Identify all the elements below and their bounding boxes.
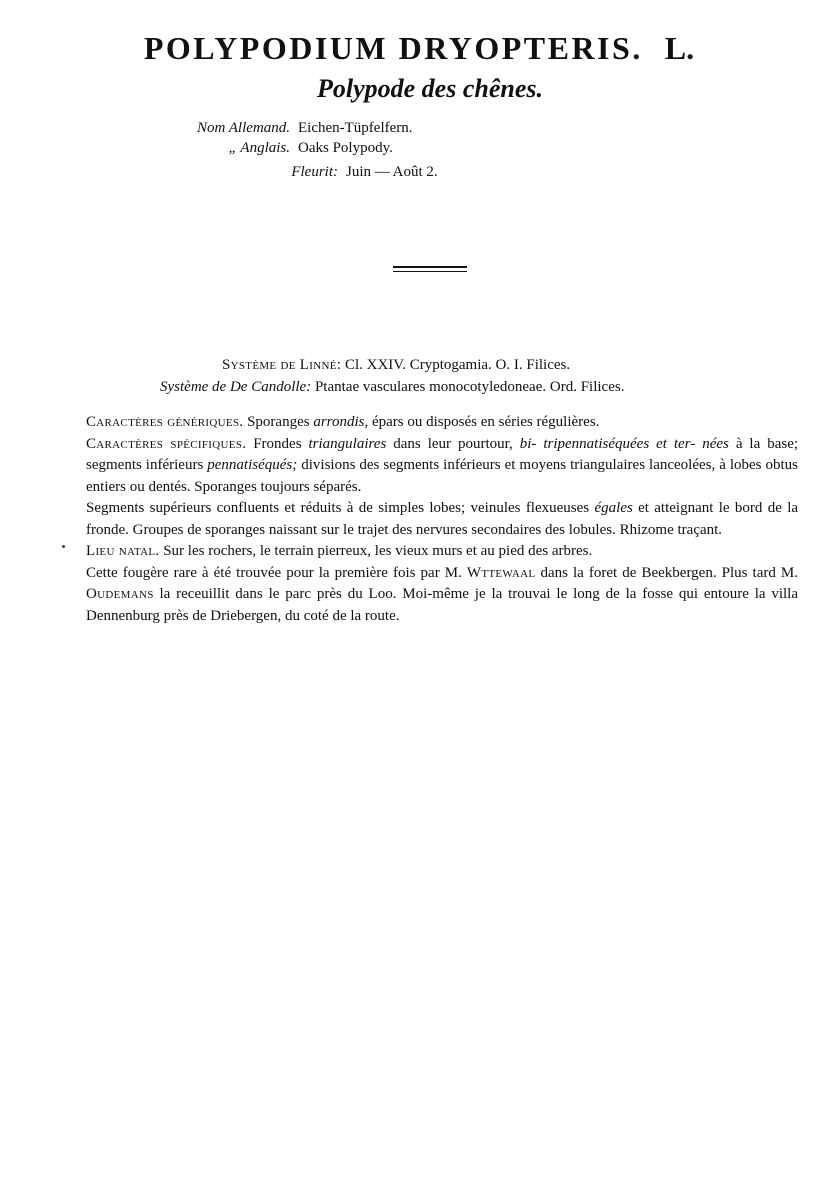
candolle-value: Ptantae vasculares monocotyledoneae. Ord. Filices. (314, 379, 625, 395)
habitat-continuation (86, 563, 798, 628)
habitat-text: dans la foret de Beekbergen. Plus tard M. (540, 564, 799, 581)
english-label: „ Anglais. (228, 140, 290, 156)
page-title (0, 30, 838, 67)
habitat-text: Cette fougère rare à été trouvée pour la première fois par M. (86, 564, 462, 581)
common-name: Polypode des chênes. (316, 74, 543, 103)
specific-text-italic: triangulaires (308, 435, 387, 452)
person-name: Oudemans (86, 586, 154, 602)
ink-speck (62, 545, 65, 548)
specific-text: divisions des segments inférieurs et moyens triangulaires lanceolées, à lobes obtus entiers ou dentés. Sporanges toujours séparés. (86, 457, 798, 495)
habitat-text: Sur les rochers, le terrain pierreux, les vieux murs et au pied des arbres. (163, 543, 593, 559)
specific-text: Frondes (253, 435, 302, 452)
specific-text: Segments supérieurs confluents et réduits à de simples lobes; veinules flexueuses (86, 500, 590, 516)
specific-label: Caractères spécifiques. (86, 435, 247, 452)
divider-rule (393, 266, 467, 272)
generic-text-italic: arrondis, (313, 414, 369, 430)
specific-text: dans leur pourtour, (393, 435, 513, 452)
english-value: Oaks Polypody. (298, 140, 393, 156)
habitat (86, 541, 798, 563)
flowering-value: Juin — Août 2. (346, 164, 438, 180)
person-name: Wttewaal (466, 564, 536, 581)
candolle-label: Système de De Candolle: (160, 379, 312, 395)
linne-label: Système de Linné: (222, 357, 342, 373)
plate-number: L. (664, 30, 695, 66)
specific-text: à la base; segments inférieurs (86, 435, 799, 473)
habitat-text: la receuillit dans le parc près du Loo. Moi-même je la trouvai le long de la fosse qui entoure la villa Dennenburg près de Driebergen, du coté de la route. (86, 586, 799, 624)
specific-text-italic: bi- tripennatiséquées et ter- nées (519, 435, 729, 452)
specific-continuation (86, 498, 798, 541)
linne-value: Cl. XXIV. Cryptogamia. O. I. Filices. (344, 357, 571, 373)
generic-text: Sporanges (247, 414, 310, 430)
specific-text-italic: pennatiséqués; (207, 457, 298, 473)
flowering-row (226, 164, 438, 181)
generic-label: Caractères génériques. (86, 414, 244, 430)
flowering-label: Fleurit: (291, 164, 338, 180)
linne-system (222, 357, 570, 374)
habitat-label: Lieu natal. (86, 543, 160, 559)
german-name-row (178, 120, 413, 137)
specific-text: et atteignant le bord de la fronde. Groupes de sporanges naissant sur le trajet des nervures secondaires des lobules. Rhizome traçant. (86, 500, 799, 538)
specific-characters (86, 434, 798, 499)
german-label: Nom Allemand. (196, 120, 290, 136)
english-name-row (178, 140, 393, 157)
generic-text: épars ou disposés en séries régulières. (371, 414, 600, 430)
description (86, 412, 798, 627)
generic-characters (86, 412, 798, 434)
specific-text-italic: égales (594, 500, 633, 516)
german-value: Eichen-Tüpfelfern. (298, 120, 413, 136)
species-name: POLYPODIUM DRYOPTERIS. (143, 30, 643, 66)
candolle-system (160, 379, 624, 396)
